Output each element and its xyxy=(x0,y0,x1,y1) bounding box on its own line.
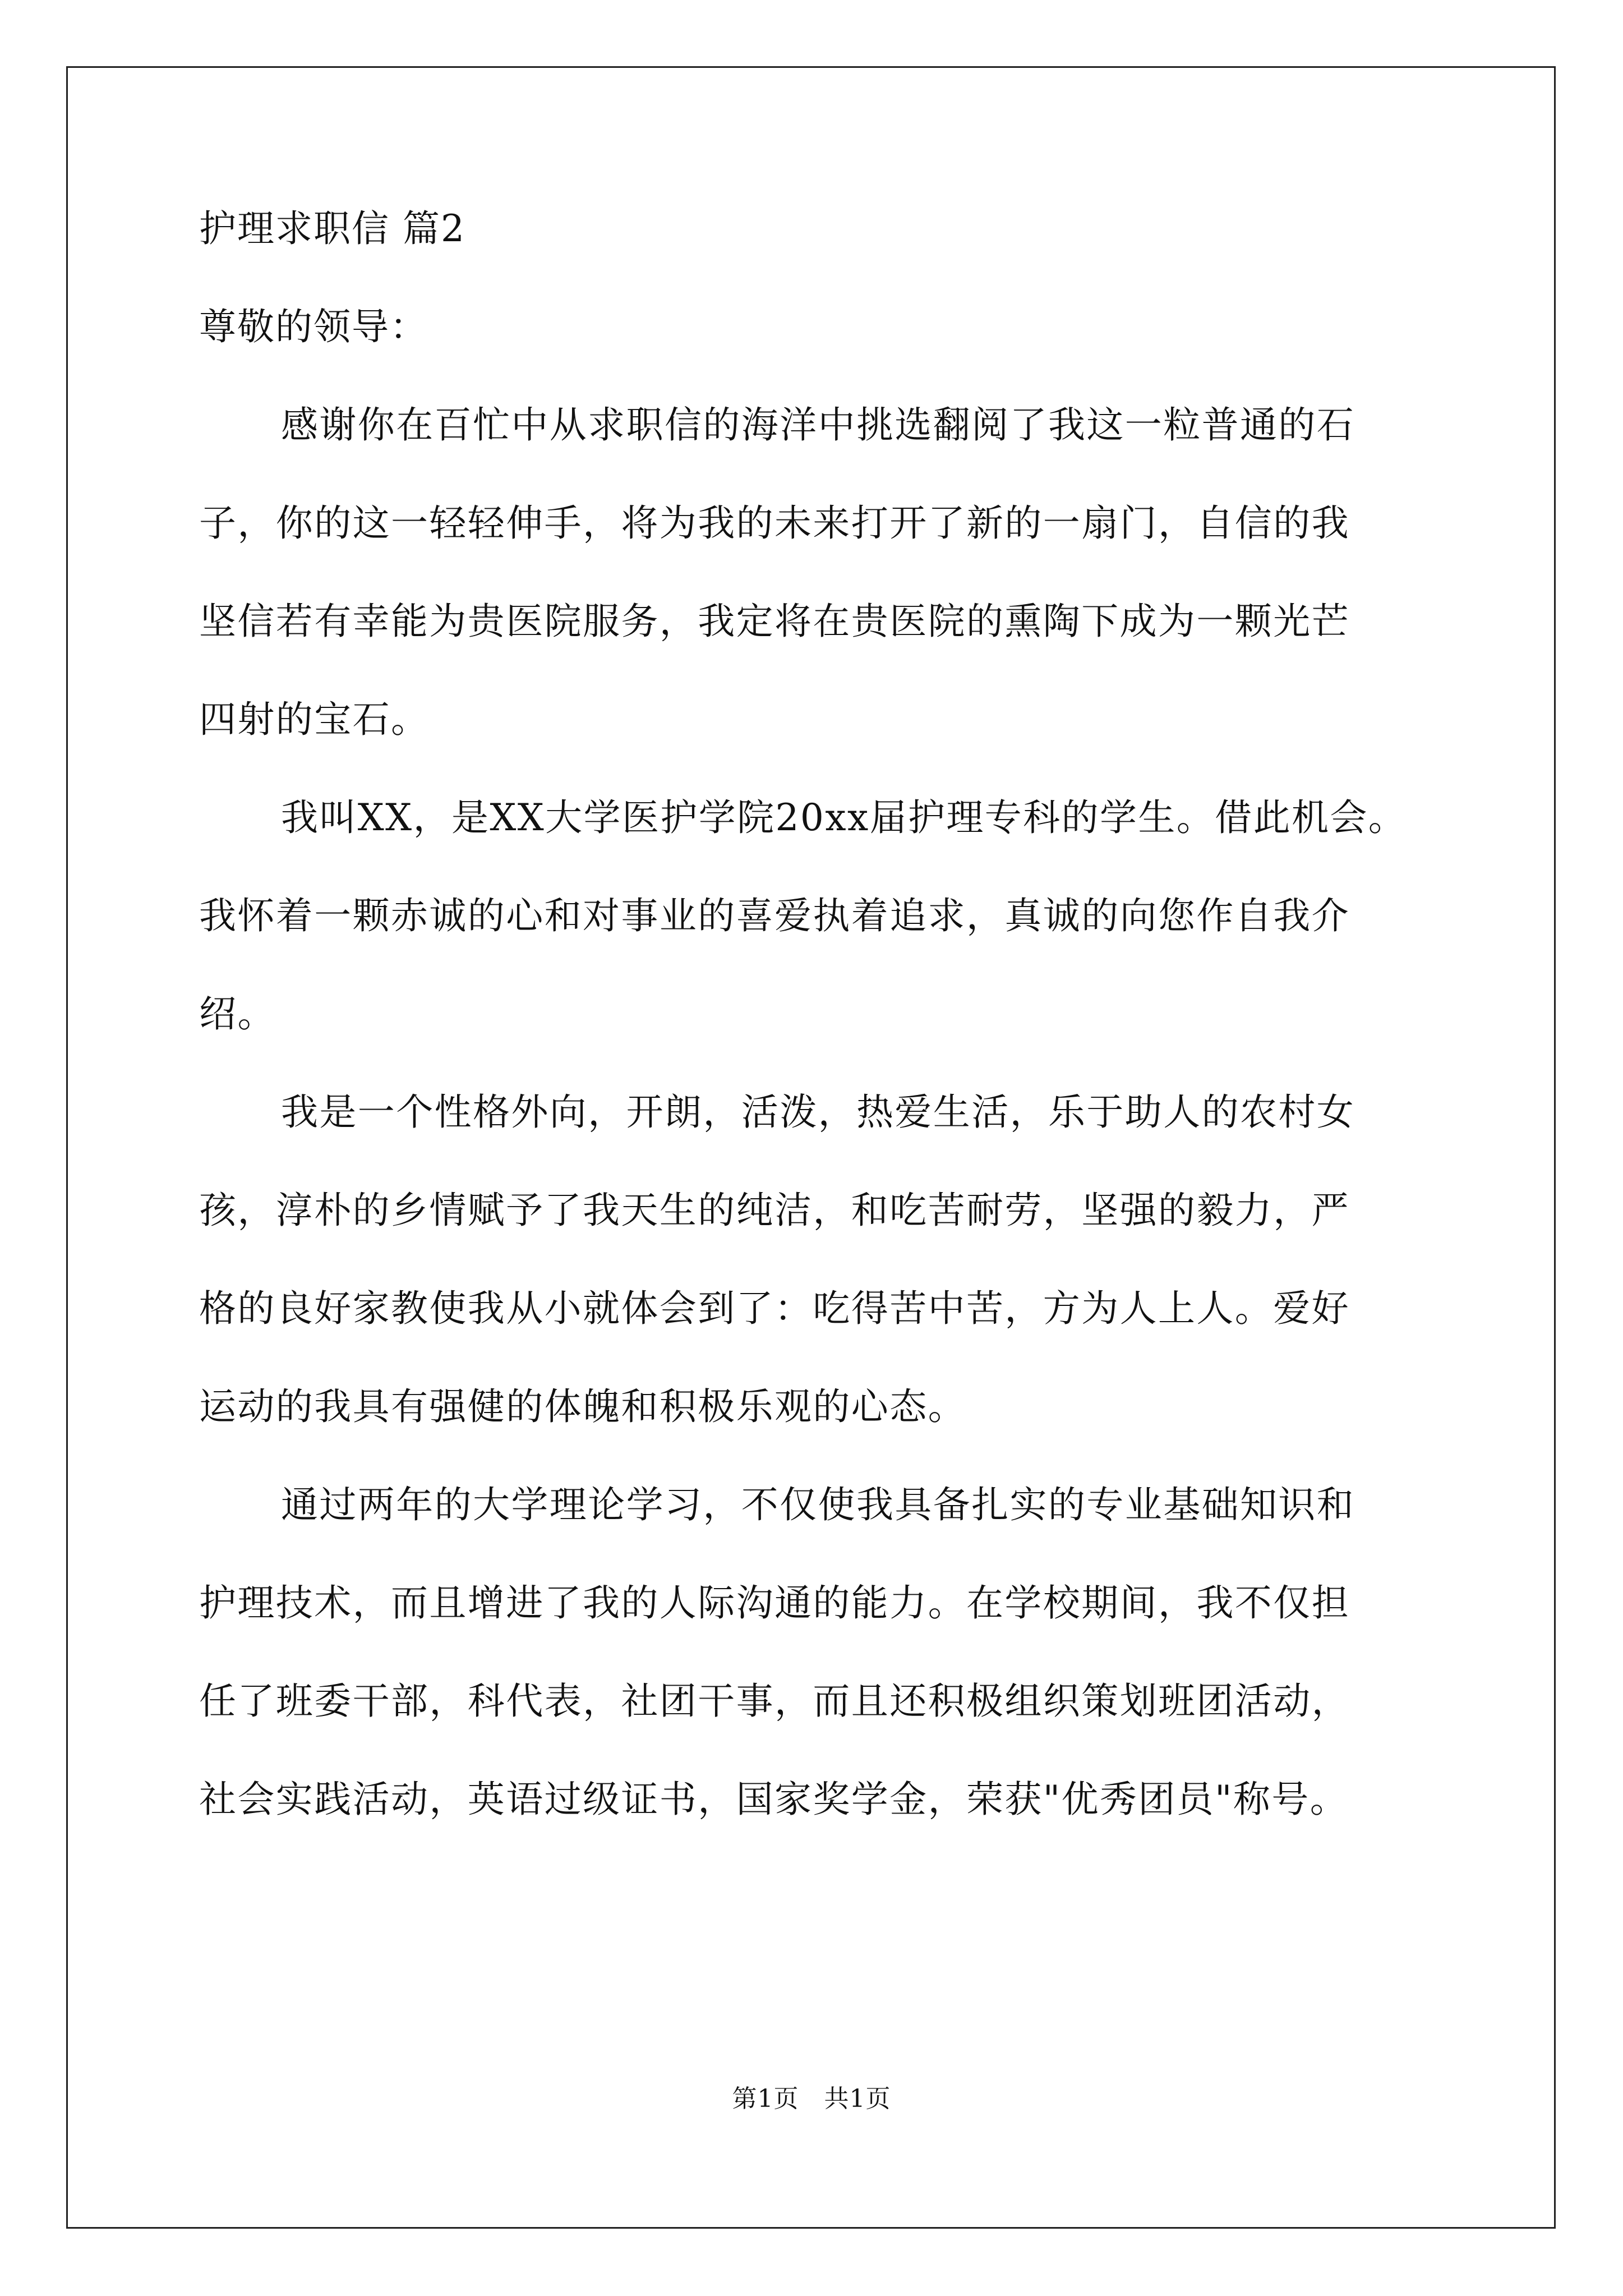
paragraph-line: 通过两年的大学理论学习，不仅使我具备扎实的专业基础知识和 xyxy=(281,1483,1355,1526)
paragraph-line: 坚信若有幸能为贵医院服务，我定将在贵医院的熏陶下成为一颗光芒 xyxy=(199,600,1350,643)
paragraph-line: 孩，淳朴的乡情赋予了我天生的纯洁，和吃苦耐劳，坚强的毅力，严 xyxy=(199,1189,1350,1232)
paragraph-line: 子，你的这一轻轻伸手，将为我的未来打开了新的一扇门，自信的我 xyxy=(199,501,1350,545)
salutation: 尊敬的领导： xyxy=(199,305,428,348)
paragraph-line: 我是一个性格外向，开朗，活泼，热爱生活，乐于助人的农村女 xyxy=(281,1091,1355,1134)
document-title: 护理求职信 篇2 xyxy=(199,207,465,250)
paragraph-line: 格的良好家教使我从小就体会到了：吃得苦中苦，方为人上人。爱好 xyxy=(199,1287,1350,1330)
paragraph-line: 运动的我具有强健的体魄和积极乐观的心态。 xyxy=(199,1385,966,1428)
paragraph-4 xyxy=(199,1483,1427,1821)
paragraph-line: 社会实践活动，英语过级证书，国家奖学金，荣获"优秀团员"称号。 xyxy=(199,1778,1349,1821)
paragraph-line: 四射的宝石。 xyxy=(199,698,430,741)
page-footer: 第1页 共1页 xyxy=(732,2085,891,2113)
paragraph-line: 感谢你在百忙中从求职信的海洋中挑选翻阅了我这一粒普通的石 xyxy=(281,403,1355,447)
paragraph-line: 任了班委干部，科代表，社团干事，而且还积极组织策划班团活动， xyxy=(199,1680,1350,1723)
paragraph-line: 绍。 xyxy=(199,992,276,1036)
paragraph-2 xyxy=(199,796,1427,1036)
paragraph-3 xyxy=(199,1091,1427,1428)
document-body xyxy=(199,207,1427,1879)
paragraph-1 xyxy=(199,403,1427,741)
paragraph-line: 我叫XX，是XX大学医护学院20xx届护理专科的学生。借此机会。 xyxy=(281,796,1407,839)
paragraph-line: 护理技术，而且增进了我的人际沟通的能力。在学校期间，我不仅担 xyxy=(199,1581,1350,1625)
paragraph-line: 我怀着一颗赤诚的心和对事业的喜爱执着追求，真诚的向您作自我介 xyxy=(199,894,1350,937)
